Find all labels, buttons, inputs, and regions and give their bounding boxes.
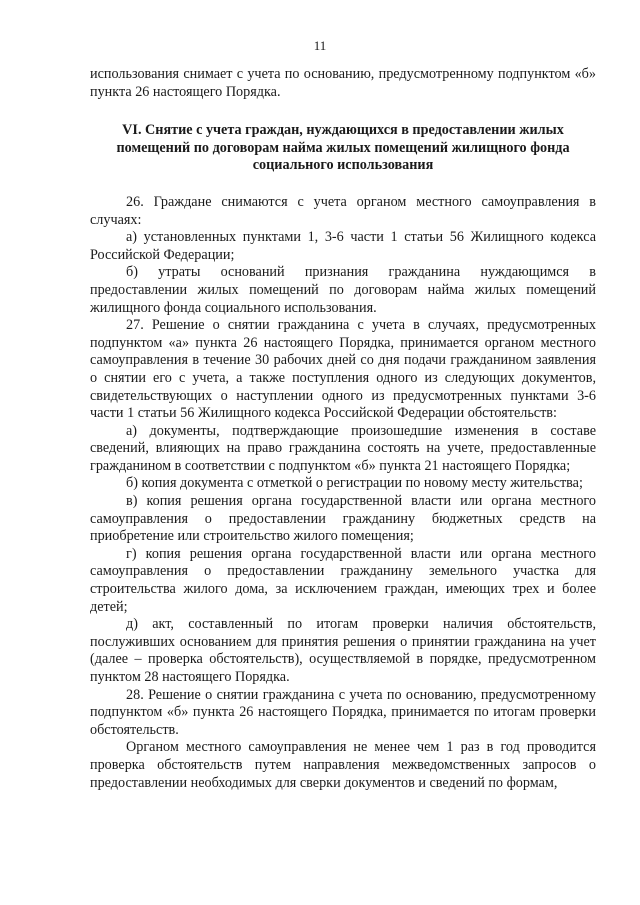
- paragraph-27-b: б) копия документа с отметкой о регистрации по новому месту жительства;: [126, 475, 583, 492]
- paragraph-27-v: в) копия решения органа государственной власти или органа местного самоуправления о предоставлении гражданину бюджетных средств на приобретение или строительство жилого помещения;: [90, 493, 596, 545]
- document-body: [90, 66, 596, 792]
- paragraph-27: 27. Решение о снятии гражданина с учета в случаях, предусмотренных подпунктом «а» пункта 26 настоящего Порядка, принимается органом местного самоуправления в течение 30 рабочих дней со дня подачи гражданином заявления о снятии его с учета, а также поступления одного из следующих документов, свидетельствующих о наступлении одного из предусмотренных пунктами 3-6 части 1 статьи 56 Жилищного кодекса Российской Федерации обстоятельств:: [90, 317, 596, 422]
- paragraph-26: 26. Граждане снимаются с учета органом местного самоуправления в случаях:: [90, 193, 596, 228]
- intro-paragraph: использования снимает с учета по основанию, предусмотренному подпунктом «б» пункта 26 настоящего Порядка.: [90, 66, 596, 100]
- paragraph-26-a: а) установленных пунктами 1, 3-6 части 1 статьи 56 Жилищного кодекса Российской Федерации;: [90, 229, 596, 263]
- section-heading: VI. Снятие с учета граждан, нуждающихся в предоставлении жилых помещений по договорам найма жилых помещений жилищного фонда социального использования: [116, 122, 570, 174]
- paragraph-27-a: а) документы, подтверждающие произошедшие изменения в составе сведений, влияющих на право гражданина состоять на учете, предоставленные гражданином в соответствии с подпунктом «б» пункта 21 настоящего Порядка;: [90, 422, 596, 474]
- paragraph-28-verification: Органом местного самоуправления не менее чем 1 раз в год проводится проверка обстоятельств путем направления межведомственных запросов о предоставлении необходимых для сверки документов и сведений по формам,: [90, 739, 596, 791]
- paragraph-27-g: г) копия решения органа государственной власти или органа местного самоуправления о предоставлении гражданину земельного участка для строительства жилого дома, за исключением граждан, имеющих трех и более детей;: [90, 545, 596, 615]
- paragraph-26-b: б) утраты оснований признания гражданина нуждающимся в предоставлении жилых помещений по договорам найма жилых помещений жилищного фонда социального использования.: [90, 264, 596, 316]
- paragraph-28: 28. Решение о снятии гражданина с учета по основанию, предусмотренному подпунктом «б» пункта 26 настоящего Порядка, принимается по итогам проверки обстоятельств.: [90, 686, 596, 738]
- page-number: 11: [313, 38, 327, 53]
- paragraph-27-d: д) акт, составленный по итогам проверки наличия обстоятельств, послуживших основанием для принятия решения о принятии гражданина на учет (далее – проверка обстоятельств), осуществляемой в порядке, предусмотренном пунктом 28 настоящего Порядка.: [90, 616, 596, 685]
